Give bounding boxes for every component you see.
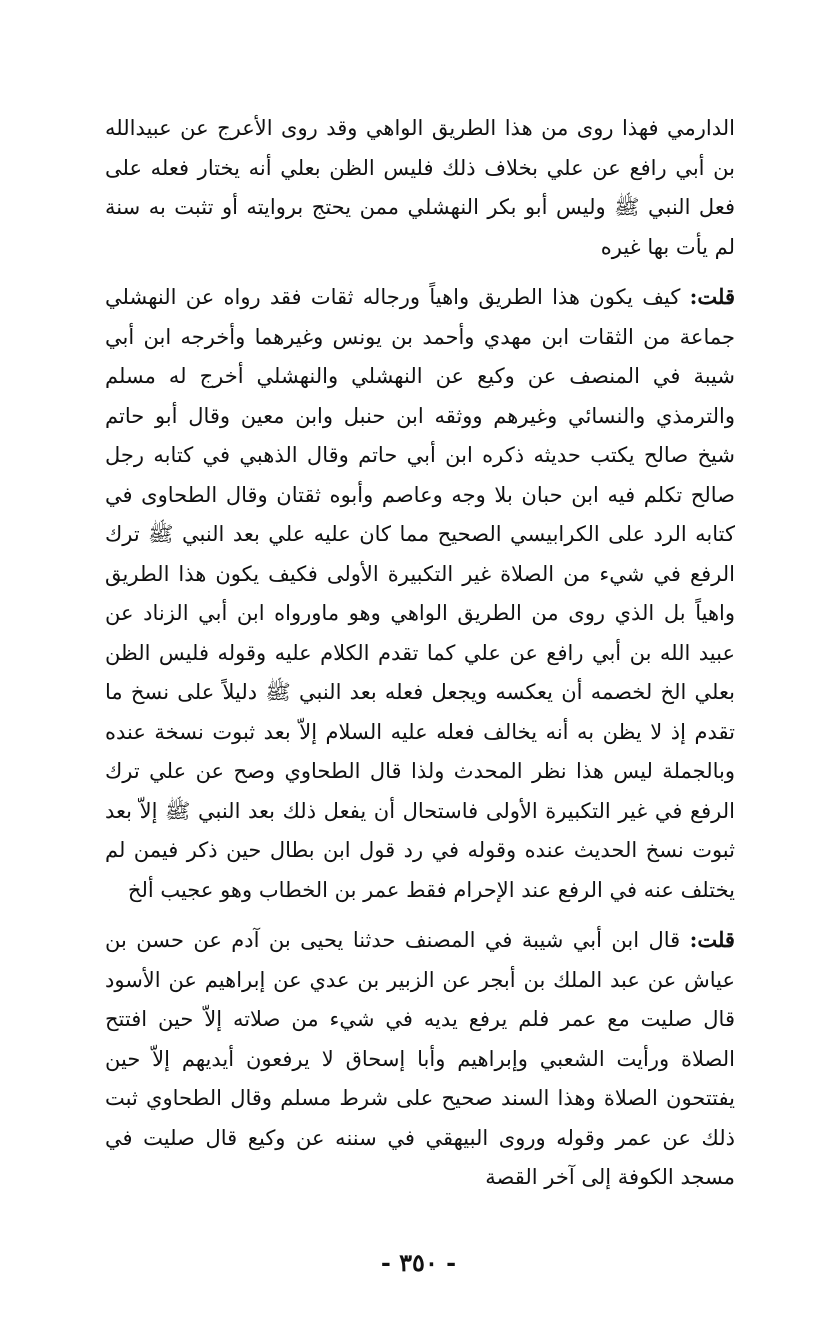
paragraph-1	[105, 108, 735, 267]
paragraph-1-text: الدارمي فهذا روى من هذا الطريق الواهي وقد روى الأعرج عن عبيدالله بن أبي رافع عن علي بخلاف ذلك فليس الظن بعلي أنه يختار فعله على فعل النبي ﷺ وليس أبو بكر النهشلي ممن يحتج بروايته أو تثبت به سنة لم يأت بها غيره	[105, 116, 735, 259]
paragraph-2-text: كيف يكون هذا الطريق واهياً ورجاله ثقات فقد رواه عن النهشلي جماعة من الثقات ابن مهدي وأحمد بن يونس وغيرهما وأخرجه ابن أبي شيبة في المنصف عن وكيع عن النهشلي والنهشلي أخرج له مسلم والترمذي والنسائي وغيرهم ووثقه ابن حنبل وابن معين وقال أبو حاتم شيخ صالح يكتب حديثه ذكره ابن أبي حاتم وقال الذهبي في كتابه رجل صالح تكلم فيه ابن حبان بلا وجه وعاصم وأبوه ثقتان وقال الطحاوى في كتابه الرد على الكرابيسي الصحيح مما كان عليه علي بعد النبي ﷺ ترك الرفع في شيء من الصلاة غير التكبيرة الأولى فكيف يكون هذا الطريق واهياً بل الذي روى من الطريق الواهي وهو ماورواه ابن أبي الزناد عن عبيد الله بن أبي رافع عن علي كما تقدم الكلام عليه وقوله فليس الظن بعلي الخ لخصمه أن يعكسه ويجعل فعله بعد النبي ﷺ دليلاً على نسخ ما تقدم إذ لا يظن به أنه يخالف فعله عليه السلام إلاّ بعد ثبوت نسخة عنده وبالجملة ليس هذا نظر المحدث ولذا قال الطحاوي وصح عن علي ترك الرفع في غير التكبيرة الأولى فاستحال أن يفعل ذلك بعد النبي ﷺ إلاّ بعد ثبوت نسخ الحديث عنده وقوله في رد قول ابن بطال حين ذكر فيمن لم يختلف عنه في الرفع عند الإحرام فقط عمر بن الخطاب وهو عجيب ألخ	[105, 285, 735, 902]
paragraph-3	[105, 920, 735, 1198]
paragraph-2-lead: قلت:	[689, 284, 735, 309]
paragraph-3-lead: قلت:	[689, 927, 735, 952]
page-body	[105, 108, 735, 1198]
paragraph-2	[105, 277, 735, 910]
paragraph-3-text: قال ابن أبي شيبة في المصنف حدثنا يحيى بن آدم عن حسن بن عياش عن عبد الملك بن أبجر عن الزبير بن عدي عن إبراهيم عن الأسود قال صليت مع عمر فلم يرفع يديه في شيء من صلاته إلاّ حين افتتح الصلاة ورأيت الشعبي وإبراهيم وأبا إسحاق لا يرفعون أيديهم إلاّ حين يفتتحون الصلاة وهذا السند صحيح على شرط مسلم وقال الطحاوي ثبت ذلك عن عمر وقوله وروى البيهقي في سننه عن وكيع قال صليت في مسجد الكوفة إلى آخر القصة	[105, 928, 735, 1189]
page-number: - ٣٥٠ -	[380, 1248, 457, 1277]
